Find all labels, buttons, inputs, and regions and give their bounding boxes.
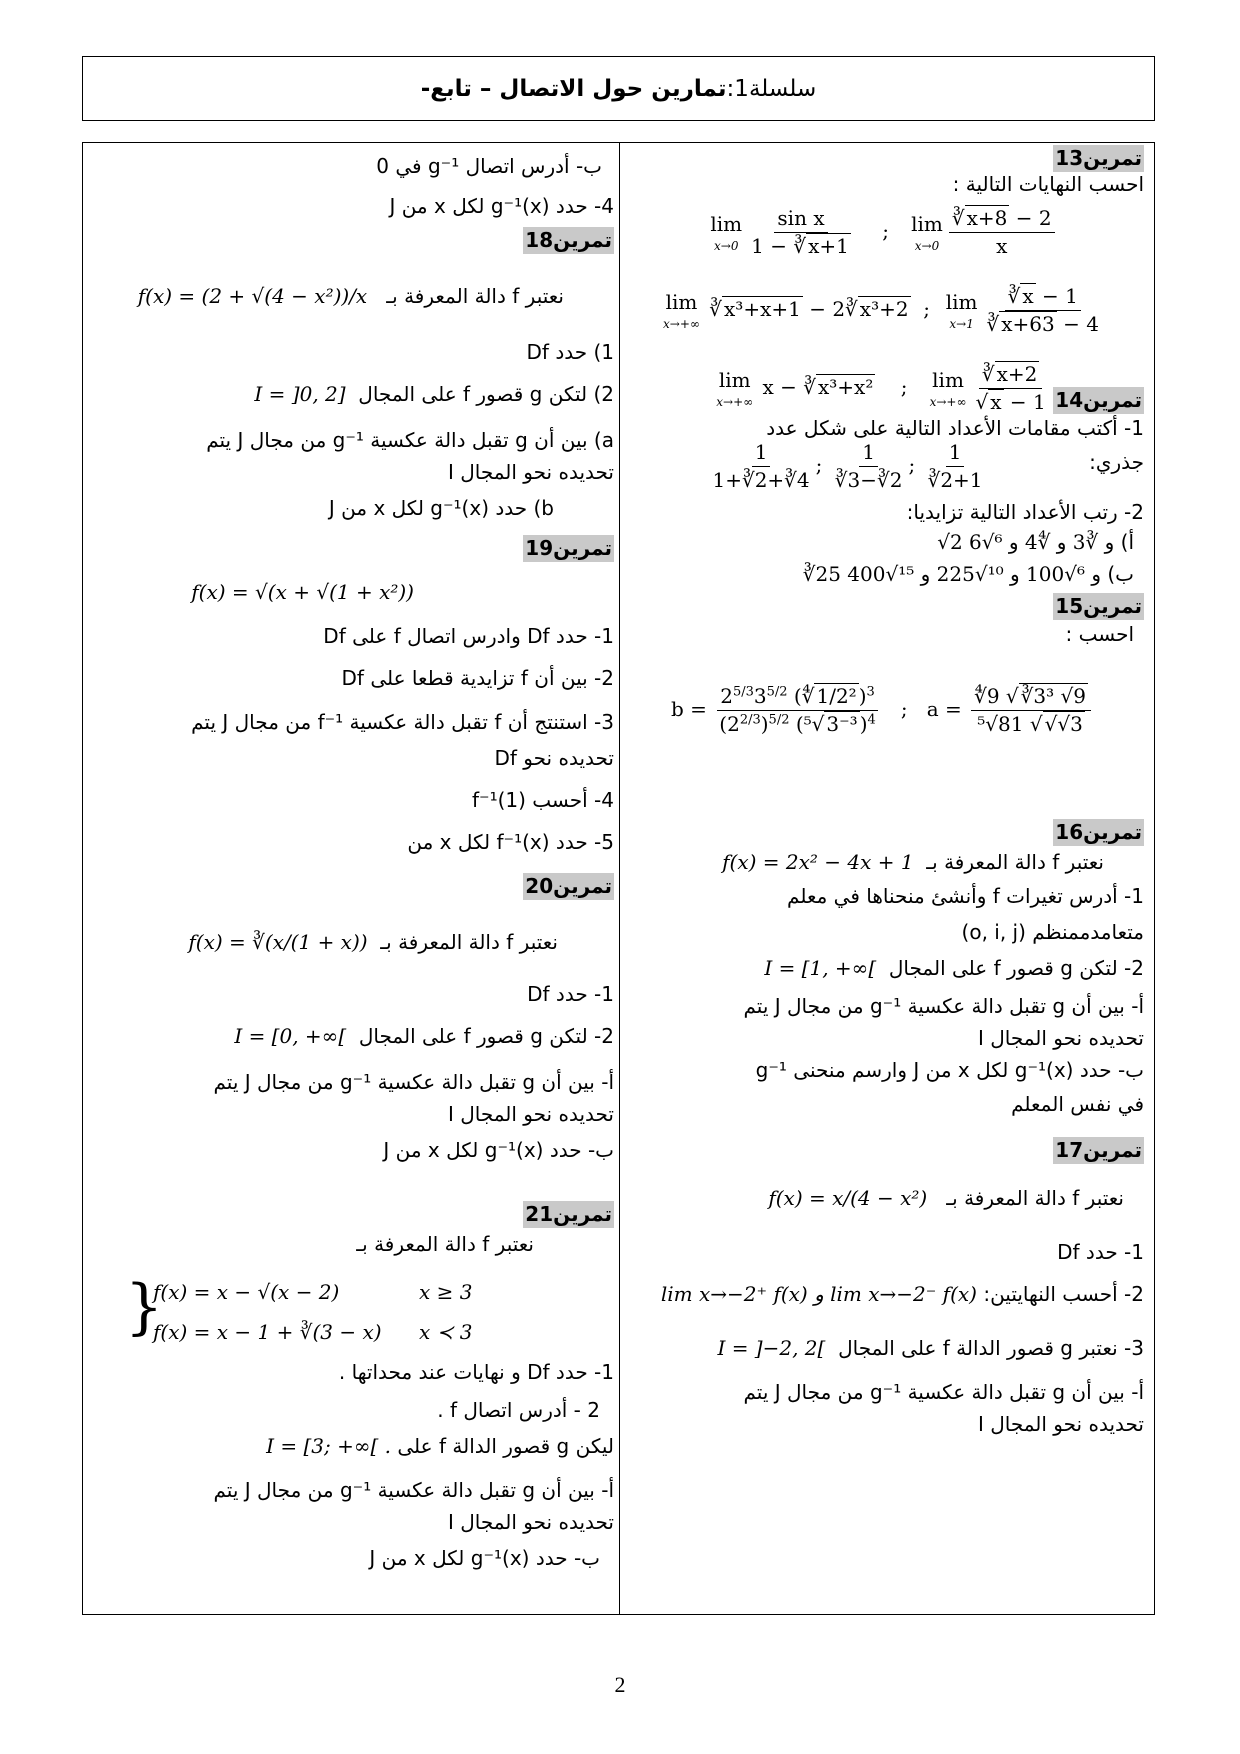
ex21-qa: أ- بين أن g تقبل دالة عكسية g⁻¹ من مجال J يتم bbox=[213, 1478, 614, 1502]
ex17-qb: ب- أدرس اتصال g⁻¹ في 0 bbox=[376, 154, 602, 178]
ex15-instruction: احسب : bbox=[1065, 622, 1134, 646]
ex19-formula: f(x) = √(x + √(1 + x²)) bbox=[191, 580, 414, 604]
ex21-q2: 2 - أدرس اتصال f . bbox=[437, 1398, 600, 1422]
ex17-q4: 4- حدد g⁻¹(x) لكل x من J bbox=[389, 194, 614, 218]
ex16-qa: أ- بين أن g تقبل دالة عكسية g⁻¹ من مجال J يتم bbox=[743, 994, 1144, 1018]
ex19-q1: 1- حدد Df وادرس اتصال f على Df bbox=[323, 624, 614, 648]
ex21-case2-cond: x ≺ 3 bbox=[419, 1320, 473, 1344]
exercise-13-title: تمرين13 bbox=[1055, 146, 1142, 170]
ex16-q2: 2- لتكن g قصور f على المجال I = [1, +∞[ bbox=[764, 956, 1144, 980]
ex14-fractions: $\frac{1}{1+∛2+∛4}$ ; $\frac{1}{∛3-∛2}$ ; $\frac{1}{∛2+1}$ bbox=[712, 440, 983, 492]
exercise-15-title: تمرين15 bbox=[1055, 594, 1142, 618]
ex14-q2a: أ) √2 و ∛3 و ∜4 و ⁶√6 bbox=[937, 530, 1134, 554]
ex14-q1b: جذري: bbox=[1089, 450, 1144, 474]
ex14-q2b: ب) ∛25 و ⁶√100 و ¹⁰√225 و ¹⁵√400 bbox=[802, 562, 1134, 586]
ex21-def: نعتبر f دالة المعرفة بـ bbox=[356, 1232, 534, 1256]
ex21-q3: ليكن g قصور الدالة f على I = [3; +∞[ . bbox=[266, 1434, 614, 1458]
ex20-q2: 2- لتكن g قصور f على المجال I = [0, +∞[ bbox=[234, 1024, 614, 1048]
exercise-21-title: تمرين21 bbox=[525, 1202, 612, 1226]
ex18-qa: a) بين أن g تقبل دالة عكسية g⁻¹ من مجال J يتم bbox=[206, 428, 614, 452]
ex16-q1b: متعامدممنظم (o, i, j) bbox=[961, 920, 1144, 944]
ex16-qb2: في نفس المعلم bbox=[1011, 1092, 1144, 1116]
ex17-qa: أ- بين أن g تقبل دالة عكسية g⁻¹ من مجال J يتم bbox=[743, 1380, 1144, 1404]
ex19-q4: 4- أحسب f⁻¹(1) bbox=[471, 788, 614, 812]
ex20-q1: 1- حدد Df bbox=[527, 982, 614, 1006]
column-divider bbox=[619, 143, 620, 1614]
ex21-case2: f(x) = x − 1 + ∛(3 − x) bbox=[153, 1320, 382, 1344]
ex21-qb: ب- حدد g⁻¹(x) لكل x من J bbox=[369, 1546, 600, 1570]
exercise-13-instruction: احسب النهايات التالية : bbox=[952, 172, 1144, 196]
ex17-q2: 2- أحسب النهايتين: lim x→−2⁺ f(x) و lim x→−2⁻ f(x) bbox=[660, 1282, 1144, 1306]
ex19-q5: 5- حدد f⁻¹(x) لكل x من bbox=[407, 830, 614, 854]
ex16-q1: 1- أدرس تغيرات f وأنشئ منحناها في معلم bbox=[787, 884, 1144, 908]
ex17-def: نعتبر f دالة المعرفة بـ f(x) = x/(4 − x²) bbox=[768, 1186, 1124, 1210]
exercise-20-title: تمرين20 bbox=[525, 874, 612, 898]
ex18-qa2: تحديده نحو المجال I bbox=[447, 460, 614, 484]
ex16-qa2: تحديده نحو المجال I bbox=[977, 1026, 1144, 1050]
ex20-qa2: تحديده نحو المجال I bbox=[447, 1102, 614, 1126]
exercise-16-title: تمرين16 bbox=[1055, 820, 1142, 844]
ex16-def: نعتبر f دالة المعرفة بـ f(x) = 2x² − 4x + 1 bbox=[722, 850, 1104, 874]
ex19-q2: 2- بين أن f تزايدية قطعا على Df bbox=[341, 666, 614, 690]
page-title: تمارين حول الاتصال – تابع- bbox=[420, 75, 727, 102]
ex18-qb: b) حدد g⁻¹(x) لكل x من J bbox=[328, 496, 554, 520]
series-label: سلسلة1: bbox=[726, 75, 817, 102]
ex17-qa2: تحديده نحو المجال I bbox=[977, 1412, 1144, 1436]
page-number: 2 bbox=[614, 1672, 626, 1697]
ex19-q3b: تحديده نحو Df bbox=[494, 746, 614, 770]
ex21-case1: f(x) = x − √(x − 2) bbox=[153, 1280, 340, 1304]
exercises-table bbox=[82, 142, 1155, 1615]
ex13-limits-row2: lim x→+∞ ∛ x³+x+1 − 2∛ x³+2 ; lim x→1 $\frac{∛ x - 1}{∛ x+63 - 4}$ bbox=[663, 284, 1099, 336]
ex21-case1-cond: x ≥ 3 bbox=[419, 1280, 473, 1304]
ex20-def: نعتبر f دالة المعرفة بـ f(x) = ∛(x/(1 + x)) bbox=[188, 930, 558, 954]
ex20-qa: أ- بين أن g تقبل دالة عكسية g⁻¹ من مجال J يتم bbox=[213, 1070, 614, 1094]
ex17-q1: 1- حدد Df bbox=[1057, 1240, 1144, 1264]
ex16-qb: ب- حدد g⁻¹(x) لكل x من J وارسم منحنى g⁻¹ bbox=[755, 1058, 1144, 1082]
ex14-q2: 2- رتب الأعداد التالية تزايديا: bbox=[906, 500, 1144, 524]
ex15-expressions: b = $\frac{2^{5/3}3^{5/2} (∜ 1/2^2 )^3}{(2^{2/3})^{5/2} (^5√ 3^{-3} )^4}$ ; a = $\frac{\text{∜9 √ ∛3³ √9}}{\text{⁵√81 √ √√3}}$ bbox=[621, 683, 1144, 738]
exercise-17-title: تمرين17 bbox=[1055, 1138, 1142, 1162]
page-title-box bbox=[82, 56, 1155, 121]
ex18-def: نعتبر f دالة المعرفة بـ f(x) = (2 + √(4 − x²))/x bbox=[137, 284, 564, 308]
ex13-limits-row3: lim x→+∞ x − ∛ x³+x² ; lim x→+∞ $\frac{∛ x+2}{√ x - 1}$ bbox=[716, 362, 1046, 414]
ex13-limits-row1: lim x→0 $\frac{\text{sin x}}{1 - ∛ x+1}$ ; lim x→0 $\frac{∛ x+8 - 2}{x}$ bbox=[621, 205, 1144, 260]
ex21-qa2: تحديده نحو المجال I bbox=[447, 1510, 614, 1534]
exercise-19-title: تمرين19 bbox=[525, 536, 612, 560]
ex21-brace: { bbox=[125, 1272, 164, 1342]
ex17-q3: 3- نعتبر g قصور الدالة f على المجال I = ]−2, 2[ bbox=[717, 1336, 1144, 1360]
right-column bbox=[621, 143, 1144, 1614]
left-column bbox=[89, 143, 614, 1614]
ex21-q1: 1- حدد Df و نهايات عند محداتها . bbox=[338, 1360, 614, 1384]
ex19-q3: 3- استنتج أن f تقبل دالة عكسية f⁻¹ من مجال J يتم bbox=[191, 710, 614, 734]
ex18-q2: 2) لتكن g قصور f على المجال I = ]0, 2] bbox=[254, 382, 614, 406]
ex18-q1: 1) حدد Df bbox=[526, 340, 614, 364]
exercise-14-title: تمرين14 bbox=[1055, 388, 1142, 412]
ex20-qb: ب- حدد g⁻¹(x) لكل x من J bbox=[383, 1138, 614, 1162]
exercise-18-title: تمرين18 bbox=[525, 228, 612, 252]
ex14-q1: 1- أكتب مقامات الأعداد التالية على شكل عدد bbox=[766, 416, 1144, 440]
